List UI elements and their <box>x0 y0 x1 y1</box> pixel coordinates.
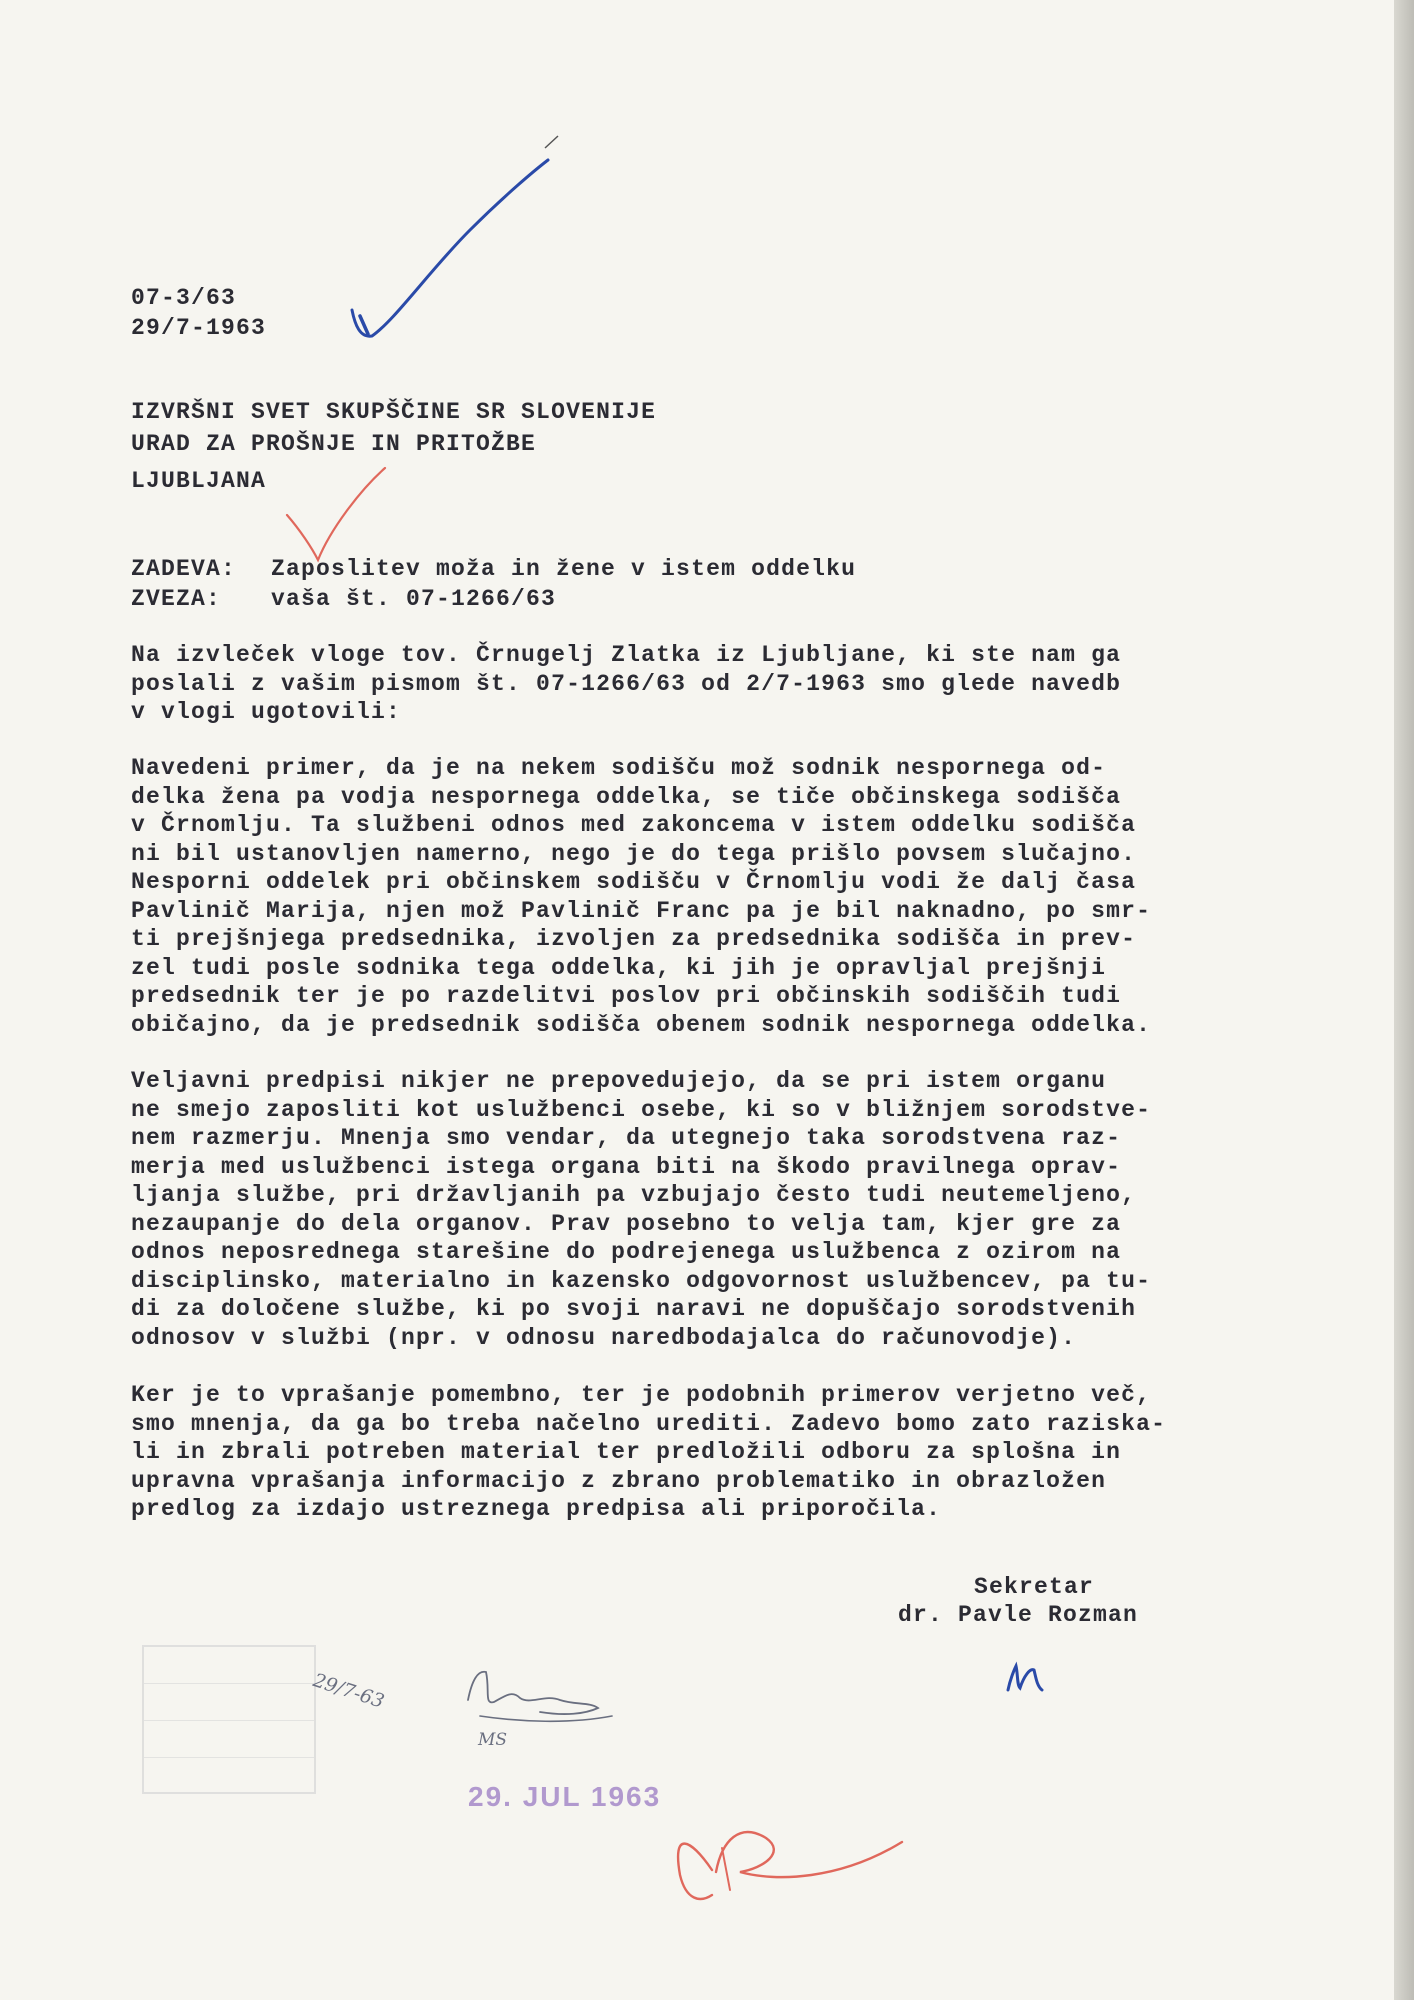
subject-text: Zaposlitev moža in žene v istem oddelku <box>271 556 857 582</box>
received-date-stamp: 29. JUL 1963 <box>468 1781 662 1812</box>
reference-text: vaša št. 07-1266/63 <box>271 586 557 612</box>
handwritten-date: 29/7-63 <box>310 1669 387 1713</box>
red-r-mark <box>678 1832 902 1899</box>
handwritten-scribble <box>468 1672 598 1714</box>
subject-label: ZADEVA: <box>131 556 237 582</box>
blue-initial-signature <box>1008 1666 1042 1690</box>
red-check-mark <box>287 468 385 560</box>
pencil-stroke <box>545 136 558 148</box>
handwritten-scribble-underline <box>480 1716 612 1721</box>
recipient-line-2: URAD ZA PROŠNJE IN PRITOŽBE <box>131 431 537 457</box>
handwritten-initials: MS <box>478 1730 508 1750</box>
paragraph-4: Ker je to vprašanje pomembno, ter je podobnih primerov verjetno več, smo mnenja, da ga bo treba načelno urediti. Zadevo bomo zato raziska- li in zbrali potreben material ter predložili odboru za splošna in upravna vprašanja informacijo z zbrano problematiko in obrazložen predlog za izdajo ustreznega predpisa ali priporočila. <box>131 1382 1167 1522</box>
paragraph-1: Na izvleček vloge tov. Črnugelj Zlatka iz Ljubljane, ki ste nam ga poslali z vašim pismom št. 07-1266/63 od 2/7-1963 smo glede navedb v vlogi ugotovili: <box>131 642 1122 725</box>
recipient-city: LJUBLJANA <box>131 468 267 494</box>
paragraph-3: Veljavni predpisi nikjer ne prepovedujejo, da se pri istem organu ne smejo zaposliti kot uslužbenci osebe, ki so v bližnjem sorodstve- nem razmerju. Mnenja smo vendar, da utegnejo taka sorodstvena raz- merja med uslužbenci istega organa biti na škodo pravilnega oprav- ljanja službe, pri državljanih pa vzbujajo često tudi neutemeljeno, nezaupanje do dela organov. Prav posebno to velja tam, kjer gre za odnos neposrednega starešine do podrejenega uslužbenca z ozirom na disciplinsko, materialno in kazensko odgovornost uslužbencev, pa tu- di za določene službe, ki po svoji naravi ne dopuščajo sorodstvenih odnosov v službi (npr. v odnosu naredbodajalca do računovodje). <box>131 1068 1152 1351</box>
reference-label: ZVEZA: <box>131 586 222 612</box>
recipient-line-1: IZVRŠNI SVET SKUPŠČINE SR SLOVENIJE <box>131 399 657 425</box>
reference-date: 29/7-1963 <box>131 315 267 341</box>
paragraph-2: Navedeni primer, da je na nekem sodišču mož sodnik nespornega od- delka žena pa vodja nespornega oddelka, se tiče občinskega sodišča v Črnomlju. Ta službeni odnos med zakoncema v istem oddelku sodišča ni bil ustanovljen namerno, nego je do tega prišlo povsem slučajno. Nesporni oddelek pri občinskem sodišču v Črnomlju vodi že dalj časa Pavlinič Marija, njen mož Pavlinič Franc pa je bil naknadno, po smr- ti prejšnjega predsednika, izvoljen za predsednika sodišča in prev- zel tudi posle sodnika tega oddelka, ki jih je opravljal prejšnji predsednik ter je po razdelitvi poslov pri občinskih sodiščih tudi običajno, da je predsednik sodišča obenem sodnik nespornega oddelka. <box>131 755 1152 1038</box>
blue-check-mark <box>352 160 548 336</box>
signature-name: dr. Pavle Rozman <box>898 1602 1139 1628</box>
red-r-stem <box>722 1848 730 1890</box>
reference-number: 07-3/63 <box>131 285 237 311</box>
signature-title: Sekretar <box>974 1574 1095 1600</box>
